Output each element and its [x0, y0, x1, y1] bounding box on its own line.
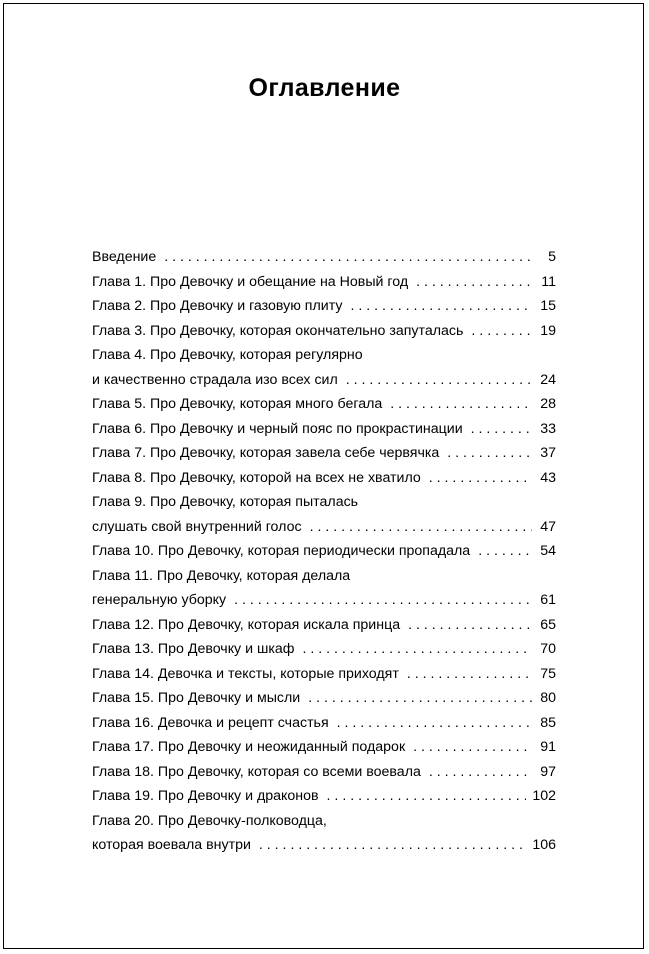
toc-entry-title: Глава 8. Про Девочку, которой на всех не хватило [92, 469, 421, 486]
page-title: Оглавление [248, 74, 401, 102]
toc-entry [92, 343, 556, 368]
toc-page-number: 70 [540, 641, 556, 657]
toc-entry [92, 760, 556, 785]
toc-entry [92, 809, 556, 834]
toc-entry-title: Глава 13. Про Девочку и шкаф [92, 641, 295, 657]
dot-leader [471, 319, 532, 344]
dot-leader [302, 637, 532, 662]
dot-leader [310, 515, 532, 540]
toc-entry [92, 784, 556, 809]
dot-leader [164, 245, 532, 270]
dot-leader [346, 368, 532, 393]
toc-entry-title: и качественно страдала изо всех сил [92, 371, 338, 388]
toc-entry [92, 662, 556, 687]
dot-leader [429, 760, 532, 785]
toc-entry-title: слушать свой внутренний голос [92, 518, 302, 535]
toc-entry-title: Глава 20. Про Девочку-полководца, [92, 812, 327, 829]
toc-page-number: 11 [541, 273, 556, 290]
toc-entry [92, 245, 556, 270]
dot-leader [408, 613, 532, 638]
toc-entry-title: Глава 1. Про Девочку и обещание на Новый год [92, 273, 409, 290]
toc-page-number: 80 [540, 690, 556, 706]
dot-leader [416, 270, 532, 295]
toc-entry-title: Глава 16. Девочка и рецепт счастья [92, 714, 329, 731]
toc-entry [92, 270, 556, 295]
dot-leader [471, 417, 532, 442]
toc-entry-title: Глава 5. Про Девочку, которая много бегала [92, 396, 383, 412]
dot-leader [390, 392, 532, 417]
dot-leader [478, 539, 532, 564]
toc-entry-title: Глава 6. Про Девочку и черный пояс по прокрастинации [92, 420, 463, 437]
toc-page-number: 43 [540, 469, 556, 486]
toc-page-number: 91 [540, 739, 556, 755]
toc-entry-title: Глава 12. Про Девочку, которая искала принца [92, 616, 401, 633]
toc-entry-title: Введение [92, 249, 157, 265]
dot-leader [327, 784, 527, 809]
toc-page-number: 15 [540, 298, 556, 314]
toc-entry-title: Глава 2. Про Девочку и газовую плиту [92, 298, 343, 314]
toc-page-number: 24 [540, 371, 556, 388]
toc-entry [92, 564, 556, 589]
toc-page-number: 102 [532, 788, 556, 804]
toc-entry-title: Глава 18. Про Девочку, которая со всеми воевала [92, 763, 421, 780]
toc-entry [92, 613, 556, 638]
toc-page-number: 5 [548, 249, 556, 265]
dot-leader [413, 735, 532, 760]
dot-leader [337, 711, 532, 736]
toc-page-number: 33 [540, 420, 556, 437]
toc-entry-title: Глава 15. Про Девочку и мысли [92, 690, 301, 706]
toc-page-number: 85 [540, 714, 556, 731]
dot-leader [234, 588, 532, 613]
dot-leader [429, 466, 532, 491]
toc-page-number: 54 [540, 543, 556, 559]
toc-entry [92, 417, 556, 442]
toc-entry [92, 588, 556, 613]
dot-leader [259, 833, 526, 858]
toc-entry [92, 637, 556, 662]
toc-entry [92, 441, 556, 466]
toc-page-number: 106 [532, 837, 556, 853]
toc-entry [92, 735, 556, 760]
toc-entry [92, 515, 556, 540]
toc-entry-title: Глава 3. Про Девочку, которая окончательно запуталась [92, 322, 464, 339]
dot-leader [350, 294, 532, 319]
table-of-contents [92, 245, 556, 858]
dot-leader [407, 662, 532, 687]
dot-leader [447, 441, 532, 466]
toc-entry-title: Глава 11. Про Девочку, которая делала [92, 567, 351, 584]
toc-page-number: 65 [540, 616, 556, 633]
toc-entry-title: Глава 10. Про Девочку, которая периодически пропадала [92, 543, 471, 559]
toc-entry [92, 686, 556, 711]
toc-entry [92, 466, 556, 491]
toc-entry [92, 368, 556, 393]
toc-page-number: 75 [540, 665, 556, 682]
toc-entry-title: которая воевала внутри [92, 837, 251, 853]
toc-page-number: 97 [540, 763, 556, 780]
toc-entry-title: Глава 7. Про Девочку, которая завела себе червячка [92, 445, 440, 461]
toc-entry [92, 490, 556, 515]
toc-entry-title: Глава 9. Про Девочку, которая пыталась [92, 494, 359, 510]
toc-entry-title: Глава 4. Про Девочку, которая регулярно [92, 347, 363, 363]
toc-entry [92, 392, 556, 417]
toc-page-number: 28 [540, 396, 556, 412]
toc-entry-title: Глава 14. Девочка и тексты, которые приходят [92, 665, 399, 682]
toc-entry [92, 539, 556, 564]
toc-entry [92, 833, 556, 858]
toc-page-number: 61 [540, 592, 556, 608]
toc-page-number: 37 [540, 445, 556, 461]
toc-page-number: 47 [540, 518, 556, 535]
dot-leader [308, 686, 532, 711]
toc-entry [92, 319, 556, 344]
toc-entry-title: генеральную уборку [92, 592, 227, 608]
toc-entry-title: Глава 17. Про Девочку и неожиданный подарок [92, 739, 406, 755]
toc-entry [92, 294, 556, 319]
toc-page-number: 19 [540, 322, 556, 339]
toc-entry [92, 711, 556, 736]
toc-entry-title: Глава 19. Про Девочку и драконов [92, 788, 319, 804]
